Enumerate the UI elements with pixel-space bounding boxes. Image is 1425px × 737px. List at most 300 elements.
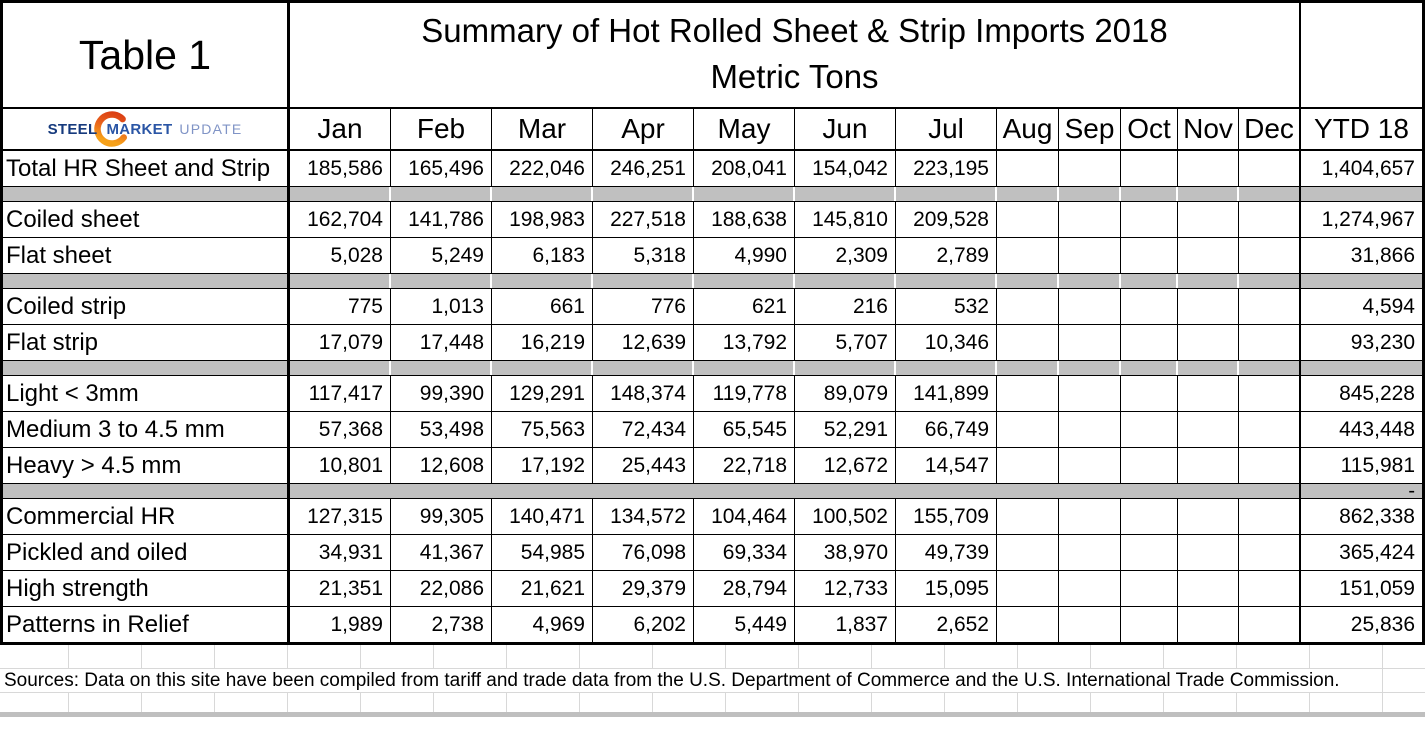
value-cell: 5,249 [391,238,492,273]
value-cell: 776 [593,289,694,324]
bottom-strip [0,712,1425,717]
value-cell [1239,607,1301,642]
separator-cell [997,274,1059,288]
column-header-aug: Aug [997,109,1059,151]
separator-cell [1239,361,1301,375]
value-cell [1178,607,1239,642]
ytd-value-cell: 845,228 [1339,381,1415,405]
value-cell: 127,315 [290,499,391,534]
value-cell: 119,778 [694,376,795,411]
value-cell: 22,718 [694,448,795,483]
separator-cell [1178,484,1239,498]
value-cell [1178,499,1239,534]
column-header-jul: Jul [896,109,997,151]
value-cell [1121,448,1178,483]
table-row [3,151,1422,187]
value-cell [1178,289,1239,324]
row-label: Patterns in Relief [3,607,290,642]
ytd-value-cell: 25,836 [1350,612,1415,636]
value-cell: 22,086 [391,571,492,606]
separator-cell [1059,484,1121,498]
empty-grid-row [0,645,1425,669]
value-cell: 99,305 [391,499,492,534]
column-header-row [3,109,1422,151]
gridline [214,645,215,668]
value-cell: 69,334 [694,535,795,570]
gridline [287,645,288,668]
separator-cell [391,187,492,201]
separator-cell [593,484,694,498]
table-row [3,412,1422,448]
value-cell: 621 [694,289,795,324]
table-row [3,607,1422,642]
column-header-feb: Feb [391,109,492,151]
gridline [68,693,69,712]
value-cell: 208,041 [694,151,795,186]
column-header-nov: Nov [1178,109,1239,151]
value-cell: 2,738 [391,607,492,642]
value-cell [1239,571,1301,606]
value-cell: 53,498 [391,412,492,447]
title-line1: Summary of Hot Rolled Sheet & Strip Imports 2018 [421,12,1168,49]
value-cell [1059,571,1121,606]
separator-cell [3,187,290,201]
gridline [1236,693,1237,712]
value-cell: 25,443 [593,448,694,483]
gridline [433,693,434,712]
value-cell [1121,376,1178,411]
ytd-value-cell: 4,594 [1362,294,1415,318]
ytd-value-cell: 115,981 [1340,453,1415,477]
value-cell: 162,704 [290,202,391,237]
value-cell [1178,202,1239,237]
gridline [798,693,799,712]
separator-cell [492,274,593,288]
separator-cell [3,484,290,498]
column-header-ytd: YTD 18 [1301,109,1422,151]
separator-cell [896,361,997,375]
value-cell [1059,376,1121,411]
gridline [433,645,434,668]
value-cell: 12,672 [795,448,896,483]
value-cell: 1,013 [391,289,492,324]
value-cell [997,571,1059,606]
title-row [3,3,1422,109]
value-cell [1121,202,1178,237]
separator-cell [795,274,896,288]
value-cell: 216 [795,289,896,324]
value-cell: 185,586 [290,151,391,186]
value-cell [1059,202,1121,237]
gridline [1163,645,1164,668]
column-header-may: May [694,109,795,151]
logo-word-market: MARKET [106,120,173,138]
sources-row [0,669,1425,693]
gridline [141,645,142,668]
separator-cell [593,187,694,201]
value-cell: 10,801 [290,448,391,483]
value-cell [1239,202,1301,237]
gridline [506,645,507,668]
value-cell [1239,151,1301,186]
value-cell: 100,502 [795,499,896,534]
gridline [798,645,799,668]
ytd-value-cell: 31,866 [1350,243,1415,267]
gridline [1309,693,1310,712]
separator-ytd-cell [1301,361,1422,375]
table-row [3,376,1422,412]
empty-grid-row [0,693,1425,712]
value-cell: 1,837 [795,607,896,642]
gridline [1090,645,1091,668]
separator-cell [3,274,290,288]
value-cell [997,535,1059,570]
gridline [360,693,361,712]
table-row [3,448,1422,484]
separator-cell [1121,274,1178,288]
column-header-jan: Jan [290,109,391,151]
value-cell: 198,983 [492,202,593,237]
value-cell: 41,367 [391,535,492,570]
value-cell: 21,621 [492,571,593,606]
column-header-apr: Apr [593,109,694,151]
value-cell: 223,195 [896,151,997,186]
gridline [1163,693,1164,712]
ytd-value-cell: 93,230 [1350,330,1415,354]
value-cell: 75,563 [492,412,593,447]
value-cell: 89,079 [795,376,896,411]
separator-cell [795,484,896,498]
value-cell [997,448,1059,483]
value-cell: 17,448 [391,325,492,360]
value-cell: 209,528 [896,202,997,237]
gridline [1090,693,1091,712]
column-header-dec: Dec [1239,109,1301,151]
value-cell: 12,733 [795,571,896,606]
separator-cell [1121,187,1178,201]
value-cell [1059,535,1121,570]
title-spacer-cell [1301,3,1422,109]
separator-cell [694,484,795,498]
separator-cell [1121,484,1178,498]
value-cell: 12,608 [391,448,492,483]
gridline [871,645,872,668]
gridline [579,693,580,712]
separator-cell [997,187,1059,201]
value-cell: 76,098 [593,535,694,570]
value-cell: 16,219 [492,325,593,360]
value-cell: 188,638 [694,202,795,237]
logo-cell [3,109,290,151]
value-cell [997,151,1059,186]
gridline [652,645,653,668]
value-cell: 775 [290,289,391,324]
separator-cell [1239,187,1301,201]
value-cell [997,376,1059,411]
value-cell: 5,449 [694,607,795,642]
gridline [725,645,726,668]
value-cell: 54,985 [492,535,593,570]
value-cell [1121,412,1178,447]
table-label: Table 1 [3,3,290,109]
value-cell: 17,192 [492,448,593,483]
value-cell: 1,989 [290,607,391,642]
row-label: Light < 3mm [3,376,290,411]
row-label: High strength [3,571,290,606]
value-cell: 140,471 [492,499,593,534]
value-cell: 5,028 [290,238,391,273]
value-cell [1121,607,1178,642]
separator-cell [1059,187,1121,201]
value-cell: 2,309 [795,238,896,273]
value-cell [1059,238,1121,273]
table-title [290,3,1301,109]
separator-cell [1178,187,1239,201]
separator-cell [694,361,795,375]
table-row [3,535,1422,571]
separator-cell [290,361,391,375]
value-cell: 66,749 [896,412,997,447]
gridline [214,693,215,712]
value-cell: 222,046 [492,151,593,186]
value-cell: 49,739 [896,535,997,570]
gridline [871,693,872,712]
separator-cell [492,187,593,201]
table-row [3,238,1422,274]
value-cell: 38,970 [795,535,896,570]
value-cell [1178,151,1239,186]
gridline [1382,669,1383,692]
value-cell [997,607,1059,642]
gridline [944,645,945,668]
value-cell [1121,238,1178,273]
value-cell [1239,412,1301,447]
value-cell [997,499,1059,534]
value-cell [1121,535,1178,570]
value-cell [1239,238,1301,273]
value-cell: 661 [492,289,593,324]
separator-ytd-cell: - [1301,484,1422,498]
gridline [1382,645,1383,668]
value-cell [1059,499,1121,534]
value-cell [1121,571,1178,606]
separator-cell [290,484,391,498]
row-label: Medium 3 to 4.5 mm [3,412,290,447]
row-label: Coiled strip [3,289,290,324]
value-cell: 246,251 [593,151,694,186]
separator-cell [1178,274,1239,288]
value-cell [1121,325,1178,360]
value-cell [997,412,1059,447]
separator-cell [492,484,593,498]
value-cell [997,202,1059,237]
column-header-mar: Mar [492,109,593,151]
logo-word-steel: STEEL [47,120,98,138]
ytd-value-cell: 862,338 [1339,504,1415,528]
value-cell: 155,709 [896,499,997,534]
value-cell: 57,368 [290,412,391,447]
value-cell [1121,289,1178,324]
row-label: Commercial HR [3,499,290,534]
gridline [579,645,580,668]
ytd-value-cell: 365,424 [1339,540,1415,564]
gridline [1017,645,1018,668]
value-cell: 52,291 [795,412,896,447]
value-cell: 129,291 [492,376,593,411]
value-cell [1178,325,1239,360]
value-cell: 34,931 [290,535,391,570]
value-cell: 72,434 [593,412,694,447]
separator-cell [997,484,1059,498]
value-cell: 117,417 [290,376,391,411]
value-cell [1059,412,1121,447]
value-cell: 134,572 [593,499,694,534]
value-cell [1178,571,1239,606]
value-cell: 10,346 [896,325,997,360]
value-cell [1059,151,1121,186]
separator-row [3,361,1422,376]
steel-market-update-logo [48,109,243,149]
value-cell [1239,376,1301,411]
separator-cell [896,484,997,498]
separator-cell [593,274,694,288]
value-cell [1059,289,1121,324]
separator-cell [694,187,795,201]
table-row [3,571,1422,607]
ytd-value-cell: 1,404,657 [1321,156,1415,180]
separator-cell [997,361,1059,375]
separator-cell [3,361,290,375]
separator-ytd-cell [1301,187,1422,201]
gridline [1382,693,1383,712]
value-cell: 154,042 [795,151,896,186]
table-row [3,499,1422,535]
value-cell [1239,325,1301,360]
gridline [506,693,507,712]
gridline [1017,693,1018,712]
gridline [725,693,726,712]
separator-cell [593,361,694,375]
value-cell: 5,707 [795,325,896,360]
separator-cell [391,361,492,375]
gridline [141,693,142,712]
sources-note: Sources: Data on this site have been compiled from tariff and trade data from the U.S. Department of Commerce and the U.S. International Trade Commission. [0,669,1346,692]
gridline [1309,645,1310,668]
separator-row [3,274,1422,289]
value-cell: 99,390 [391,376,492,411]
column-header-jun: Jun [795,109,896,151]
value-cell: 65,545 [694,412,795,447]
value-cell [1059,448,1121,483]
value-cell [1178,448,1239,483]
separator-cell [391,484,492,498]
value-cell: 17,079 [290,325,391,360]
value-cell [1121,151,1178,186]
separator-cell [1059,361,1121,375]
separator-cell [492,361,593,375]
gridline [652,693,653,712]
value-cell [1239,448,1301,483]
value-cell [1059,325,1121,360]
gridline [360,645,361,668]
column-header-oct: Oct [1121,109,1178,151]
value-cell [1239,289,1301,324]
row-label: Flat strip [3,325,290,360]
row-label: Pickled and oiled [3,535,290,570]
value-cell: 2,652 [896,607,997,642]
gridline [1236,645,1237,668]
row-label: Heavy > 4.5 mm [3,448,290,483]
separator-cell [1121,361,1178,375]
value-cell: 12,639 [593,325,694,360]
value-cell [1239,535,1301,570]
row-label: Flat sheet [3,238,290,273]
separator-cell [795,361,896,375]
row-label: Total HR Sheet and Strip [3,151,290,186]
value-cell [1178,535,1239,570]
separator-row [3,480,1422,502]
value-cell: 532 [896,289,997,324]
ytd-value-cell: 1,274,967 [1321,207,1415,231]
value-cell [997,289,1059,324]
value-cell: 14,547 [896,448,997,483]
separator-cell [290,187,391,201]
value-cell: 141,786 [391,202,492,237]
value-cell: 28,794 [694,571,795,606]
value-cell: 6,183 [492,238,593,273]
value-cell [1121,499,1178,534]
table-row [3,202,1422,238]
value-cell: 165,496 [391,151,492,186]
ytd-value-cell: 443,448 [1339,417,1415,441]
value-cell: 104,464 [694,499,795,534]
value-cell: 29,379 [593,571,694,606]
table-row [3,289,1422,325]
value-cell: 21,351 [290,571,391,606]
separator-cell [1239,274,1301,288]
value-cell [1178,238,1239,273]
separator-cell [1059,274,1121,288]
gridline [944,693,945,712]
value-cell: 4,990 [694,238,795,273]
separator-ytd-cell [1301,274,1422,288]
value-cell: 141,899 [896,376,997,411]
gridline [68,645,69,668]
value-cell: 5,318 [593,238,694,273]
value-cell [1178,412,1239,447]
value-cell: 13,792 [694,325,795,360]
value-cell [1178,376,1239,411]
table-row [3,325,1422,361]
separator-cell [795,187,896,201]
separator-cell [1178,361,1239,375]
row-label: Coiled sheet [3,202,290,237]
logo-word-update: UPDATE [179,121,243,137]
separator-cell [896,274,997,288]
value-cell: 6,202 [593,607,694,642]
value-cell [1059,607,1121,642]
value-cell: 148,374 [593,376,694,411]
value-cell: 15,095 [896,571,997,606]
column-header-sep: Sep [1059,109,1121,151]
table-body [3,151,1422,642]
value-cell [1239,499,1301,534]
value-cell [997,325,1059,360]
separator-cell [1239,484,1301,498]
separator-cell [896,187,997,201]
value-cell [997,238,1059,273]
value-cell: 227,518 [593,202,694,237]
